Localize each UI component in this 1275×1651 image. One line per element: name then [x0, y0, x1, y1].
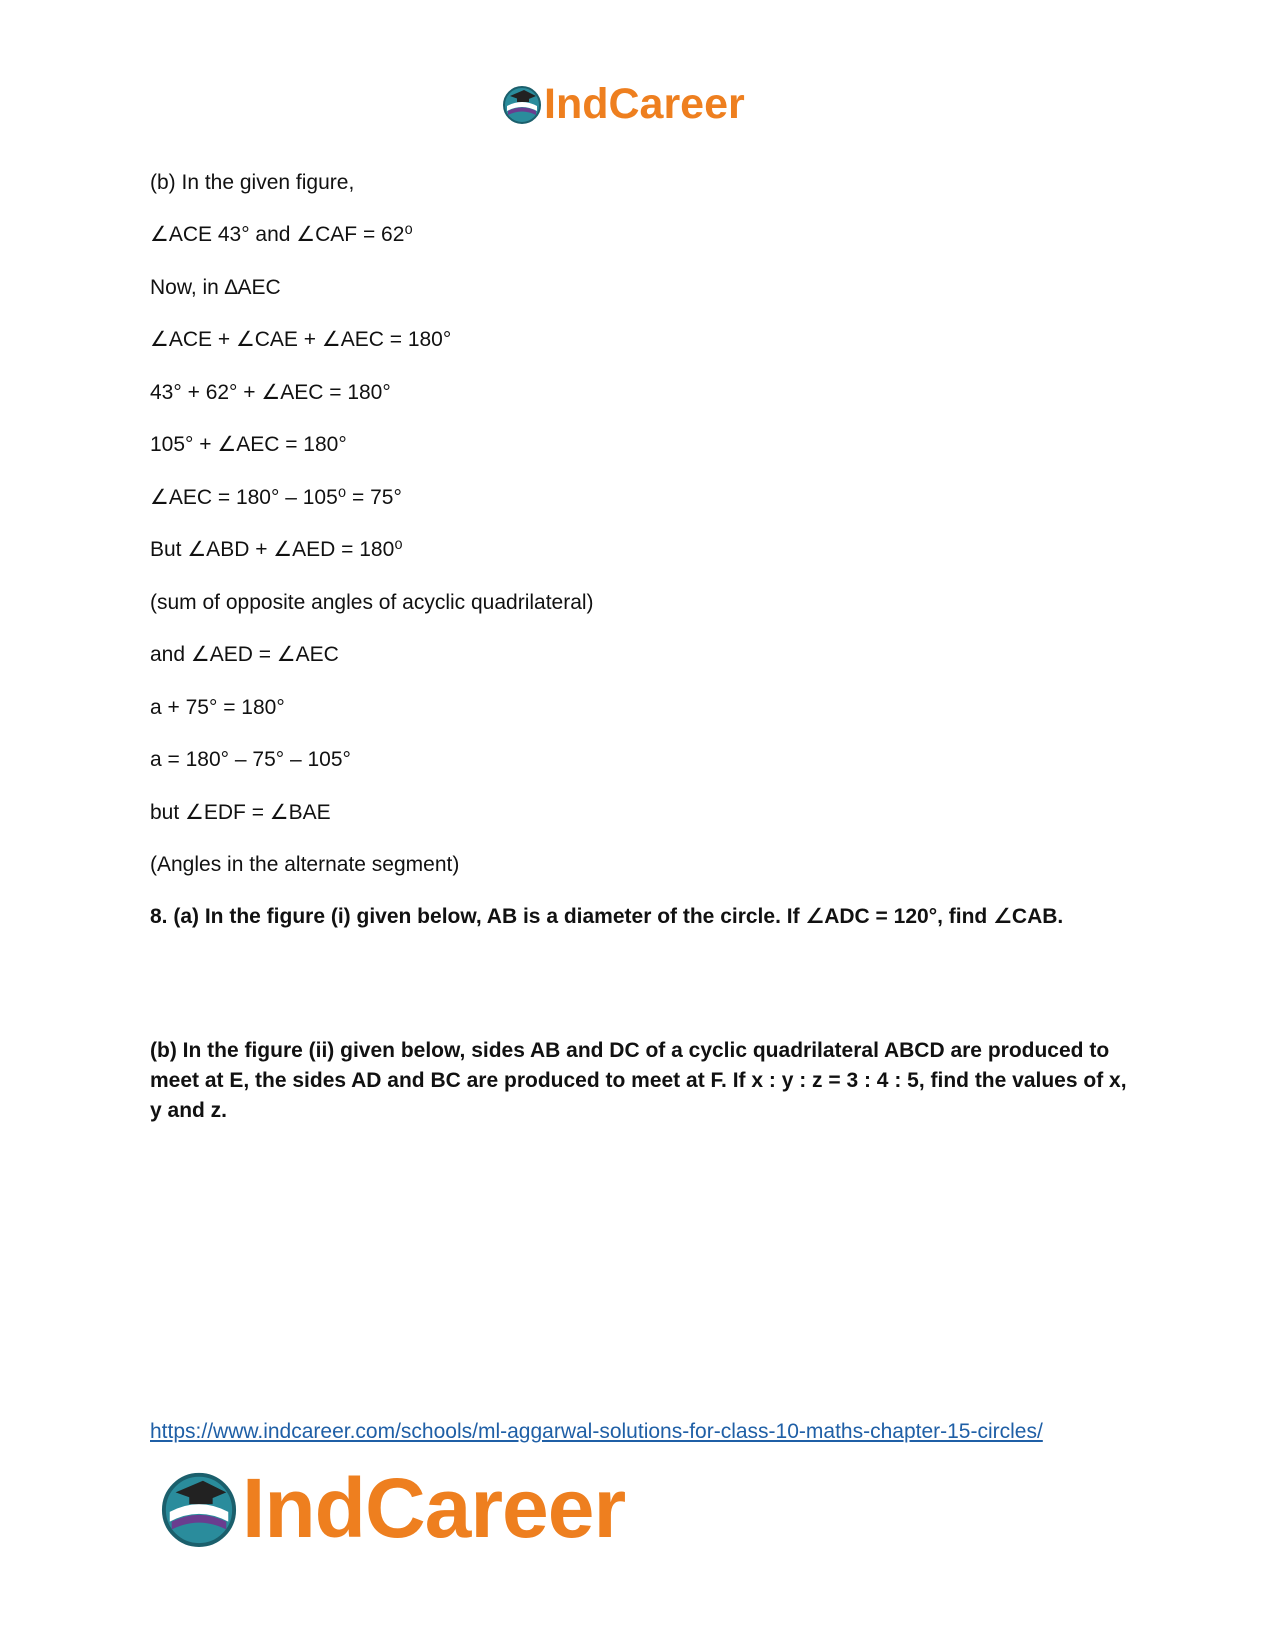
line-aec: ∠AEC = 180° – 105⁰ = 75° — [150, 486, 402, 509]
line-but: But ∠ABD + ∠AED = 180⁰ — [150, 538, 403, 561]
line-now: Now, in ∆AEC — [150, 276, 281, 299]
line-substitute: 43° + 62° + ∠AEC = 180° — [150, 381, 391, 404]
line-reason-cyclic: (sum of opposite angles of acyclic quadrilateral) — [150, 591, 594, 614]
line-simplify: 105° + ∠AEC = 180° — [150, 433, 347, 456]
line-intro: (b) In the given figure, — [150, 171, 355, 194]
header-logo — [502, 80, 745, 128]
line-a-value: a = 180° – 75° – 105° — [150, 748, 351, 771]
logo-globe-icon — [160, 1469, 238, 1547]
line-angle-sum: ∠ACE + ∠CAE + ∠AEC = 180° — [150, 328, 452, 351]
line-a-eq: a + 75° = 180° — [150, 696, 285, 719]
logo-text: IndCareer — [242, 1461, 626, 1555]
source-link[interactable]: https://www.indcareer.com/schools/ml-aggarwal-solutions-for-class-10-maths-chapter-15-circles/ — [150, 1420, 1043, 1443]
line-given: ∠ACE 43° and ∠CAF = 62⁰ — [150, 223, 413, 246]
question-8a: 8. (a) In the figure (i) given below, AB is a diameter of the circle. If ∠ADC = 120°, find ∠CAB. — [150, 905, 1064, 928]
logo-text: IndCareer — [544, 79, 745, 128]
footer-logo — [160, 1463, 625, 1553]
line-edf: but ∠EDF = ∠BAE — [150, 801, 331, 824]
question-8b: (b) In the figure (ii) given below, sides AB and DC of a cyclic quadrilateral ABCD are produced to meet at E, the sides AD and BC are produced to meet at F. If x : y : z = 3 : 4 : 5, find the values of x, y and z. — [150, 1039, 1127, 1122]
line-reason-alternate: (Angles in the alternate segment) — [150, 853, 460, 876]
line-aed-aec: and ∠AED = ∠AEC — [150, 643, 339, 666]
logo-globe-icon — [502, 84, 542, 124]
